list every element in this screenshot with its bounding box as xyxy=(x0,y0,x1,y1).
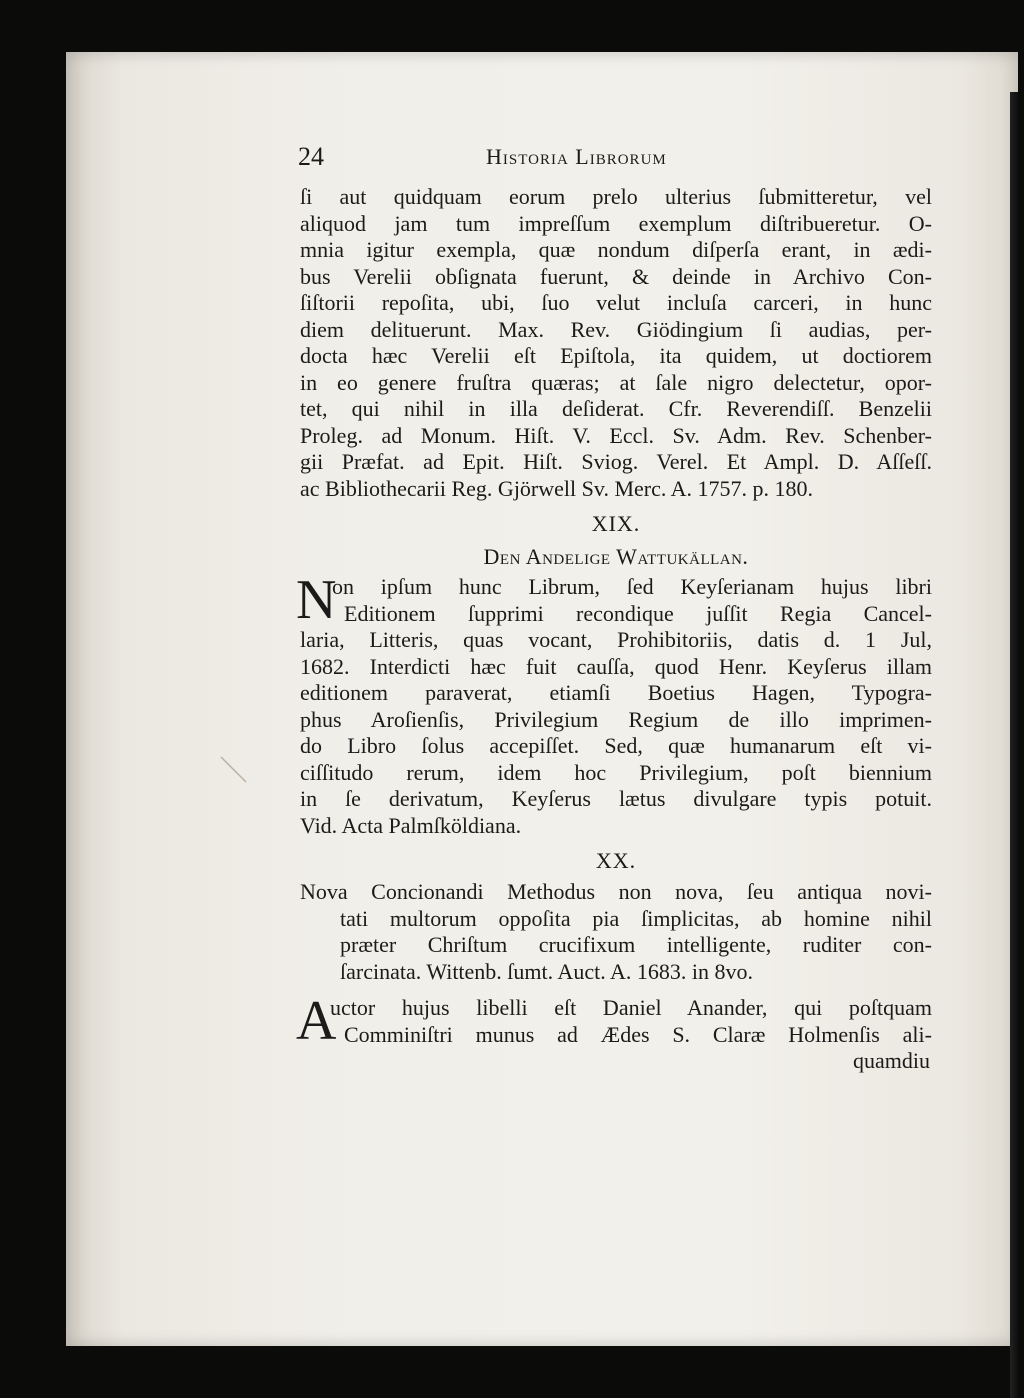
text-line: tet, qui nihil in illa deſiderat. Cfr. Reverendiſſ. Benzelii xyxy=(300,396,932,421)
section-number-xx: XX. xyxy=(595,848,637,873)
text-line: 1682. Interdicti hæc fuit cauſſa, quod Henr. Keyſerus illam xyxy=(300,653,932,679)
text-line: gii Præfat. ad Epit. Hiſt. Sviog. Verel. Et Ampl. D. Aſſeſſ. xyxy=(300,449,932,474)
title-line: Nova Concionandi Methodus non nova, ſeu antiqua novi- xyxy=(300,879,932,904)
text-line: in ſe derivatum, Keyſerus lætus divulgare typis potuit. xyxy=(300,786,932,811)
running-head: Historia Librorum xyxy=(486,144,667,169)
text-line: editionem paraverat, etiamſi Boetius Hagen, Typogra- xyxy=(300,680,932,705)
text-line: ac Bibliothecarii Reg. Gjörwell Sv. Merc. A. 1757. p. 180. xyxy=(300,475,814,501)
section-xix-paragraph xyxy=(296,569,932,839)
text-line: Editionem ſupprimi recondique juſſit Regia Cancel- xyxy=(344,600,932,626)
continued-paragraph xyxy=(300,184,932,502)
page-header xyxy=(300,140,932,184)
page-number: 24 xyxy=(298,142,324,171)
title-line: præter Chriſtum crucifixum intelligente, ruditer con- xyxy=(340,932,932,957)
next-page-edge xyxy=(1010,92,1018,1398)
section-title-xix: Den Andelige Wattukällan. xyxy=(483,544,749,569)
section-xx-title-block xyxy=(300,879,932,985)
text-line: diem delituerunt. Max. Rev. Giödingium ſi audias, per- xyxy=(300,316,932,342)
text-line: aliquod jam tum impreſſum exemplum diſtribueretur. O- xyxy=(300,210,932,236)
text-line: Proleg. ad Monum. Hiſt. V. Eccl. Sv. Adm. Rev. Schenber- xyxy=(300,422,932,448)
catchword: quamdiu xyxy=(853,1048,930,1073)
text-line: in eo genere fruſtra quæras; at ſale nigro delectetur, opor- xyxy=(300,369,932,395)
text-line: bus Verelii obſignata fuerunt, & deinde in Archivo Con- xyxy=(300,263,932,289)
text-line: on ipſum hunc Librum, ſed Keyſerianam hujus libri xyxy=(332,574,932,599)
text-line: laria, Litteris, quas vocant, Prohibitoriis, datis d. 1 Jul, xyxy=(300,627,932,652)
text-line: ſiſtorii repoſita, ubi, ſuo velut incluſa carceri, in hunc xyxy=(300,290,932,315)
title-line: ſarcinata. Wittenb. ſumt. Auct. A. 1683. in 8vo. xyxy=(340,958,753,984)
text-line: phus Aroſienſis, Privilegium Regium de illo imprimen- xyxy=(300,706,932,732)
text-line: mnia igitur exempla, quæ nondum diſperſa erant, in ædi- xyxy=(300,237,932,262)
text-line: Vid. Acta Palmſköldiana. xyxy=(300,812,522,838)
page-content xyxy=(296,140,932,1074)
text-line: docta hæc Verelii eſt Epiſtola, ita quidem, ut doctiorem xyxy=(300,343,932,368)
drop-cap: N xyxy=(296,569,337,631)
section-number-xix: XIX. xyxy=(591,511,641,536)
drop-cap: A xyxy=(296,990,337,1052)
text-line: Comminiſtri munus ad Ædes S. Claræ Holmenſis ali- xyxy=(344,1021,932,1047)
text-line: do Libro ſolus accepiſſet. Sed, quæ humanarum eſt vi- xyxy=(300,733,932,758)
title-line: tati multorum oppoſita pia ſimplicitas, ab homine nihil xyxy=(340,905,932,931)
text-line: ciſſitudo rerum, idem hoc Privilegium, poſt biennium xyxy=(300,759,932,785)
spacer xyxy=(300,985,932,995)
text-line: ſi aut quidquam eorum prelo ulterius ſubmitteretur, vel xyxy=(300,184,932,209)
section-xx-paragraph xyxy=(296,990,932,1074)
paper-mark xyxy=(216,752,256,792)
text-line: uctor hujus libelli eſt Daniel Anander, qui poſtquam xyxy=(330,995,932,1020)
